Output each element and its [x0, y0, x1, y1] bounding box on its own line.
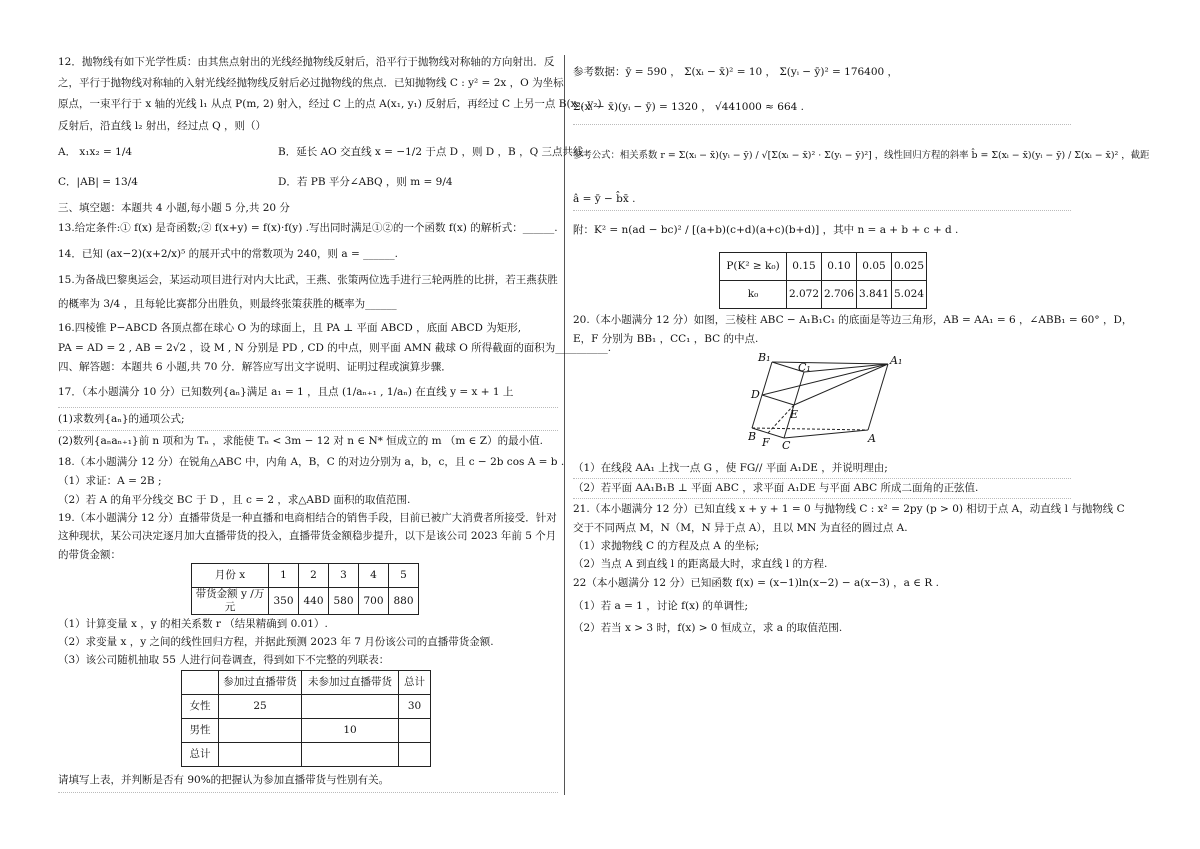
dotted-rule: [58, 430, 558, 431]
q15-line2: 的概率为 3/4 ，且每轮比赛都分出胜负，则最终张策获胜的概率为______: [58, 298, 397, 310]
sales-table-month: 4: [359, 564, 389, 588]
q19-line1: 19.（本小题满分 12 分）直播带货是一种直播和电商相结合的销售手段，目前已被广大消费者所接受．针对: [58, 512, 557, 524]
critical-table-k-header: k₀: [720, 281, 787, 309]
q19-part2: （2）求变量 x ，y 之间的线性回归方程，并据此预测 2023 年 7 月份该公司的直播带货金额.: [58, 636, 494, 648]
q19-line3: 的带货金额：: [58, 549, 121, 561]
q12-option-c: C．|AB| = 13/4: [58, 176, 138, 188]
contingency-cell: 总计: [182, 743, 219, 767]
dotted-rule: [573, 498, 1071, 499]
edge-a1-a: [868, 364, 888, 430]
critical-table-p: 0.05: [857, 253, 892, 281]
contingency-cell: 30: [399, 695, 431, 719]
q12-line1: 12．抛物线有如下光学性质：由其焦点射出的光线经抛物线反射后，沿平行于抛物线对称轴的方向射出．反: [58, 56, 555, 68]
section-4-heading: 四、解答题：本题共 6 小题,共 70 分．解答应写出文字说明、证明过程或演算步骤．: [58, 361, 452, 373]
sales-table-amount: 700: [359, 588, 389, 615]
critical-value-table: [719, 252, 927, 309]
dotted-rule: [58, 407, 558, 408]
sales-table-month: 2: [299, 564, 329, 588]
q12-line3: 原点，一束平行于 x 轴的光线 l₁ 从点 P(m, 2) 射入，经过 C 上的点 A(x₁, y₁) 反射后，再经过 C 上另一点 B(x₂, y₂): [58, 98, 602, 110]
label-f: F: [762, 436, 770, 449]
q22-part1: （1）若 a = 1 ，讨论 f(x) 的单调性;: [573, 600, 748, 612]
column-divider: [564, 55, 565, 795]
label-d: D: [751, 388, 760, 401]
contingency-cell: 女性: [182, 695, 219, 719]
q22-line1: 22（本小题满分 12 分）已知函数 f(x) = (x−1)ln(x−2) − a(x−3) ，a ∈ R .: [573, 577, 939, 589]
q21-part1: （1）求抛物线 C 的方程及点 A 的坐标;: [573, 540, 760, 552]
sales-table-amount: 350: [269, 588, 299, 615]
q12-option-a: A． x₁x₂ = 1/4: [58, 146, 133, 158]
contingency-cell: [302, 695, 399, 719]
sales-table-month: 3: [329, 564, 359, 588]
sales-table-month: 1: [269, 564, 299, 588]
contingency-header: 参加过直播带货: [219, 671, 302, 695]
q20-line1: 20.（本小题满分 12 分）如图，三棱柱 ABC − A₁B₁C₁ 的底面是等边三角形，AB = AA₁ = 6 ，∠ABB₁ = 60° ，D，: [573, 314, 1133, 326]
q21-line1: 21.（本小题满分 12 分）已知直线 x + y + 1 = 0 与抛物线 C : x² = 2py (p > 0) 相切于点 A，动直线 l 与抛物线 C: [573, 503, 1125, 515]
q21-part2: （2）当点 A 到直线 l 的距离最大时，求直线 l 的方程.: [573, 558, 828, 570]
contingency-header: 未参加过直播带货: [302, 671, 399, 695]
critical-table-p: 0.10: [822, 253, 857, 281]
critical-table-k: 2.072: [787, 281, 822, 309]
critical-table-k: 2.706: [822, 281, 857, 309]
q12-line4: 反射后，沿直线 l₂ 射出，经过点 Q ，则（）: [58, 120, 267, 132]
edge-c-a: [784, 430, 868, 438]
q19-part3: （3）该公司随机抽取 55 人进行问卷调查，得到如下不完整的列联表：: [58, 654, 390, 666]
q18-part2: （2）若 A 的角平分线交 BC 于 D ，且 c = 2 ，求△ABD 面积的取值范围.: [58, 494, 411, 506]
q12-option-b: B．延长 AO 交直线 x = −1/2 于点 D ，则 D ，B ，Q 三点共线: [278, 146, 584, 158]
q20-part2: （2）若平面 AA₁B₁B ⊥ 平面 ABC ，求平面 A₁DE 与平面 ABC 所成二面角的正弦值.: [573, 482, 979, 494]
sales-table: [191, 563, 419, 615]
q19-line2: 这种现状，某公司决定逐月加大直播带货的投入，直播带货金额稳步提升，以下是该公司 2023 年前 5 个月: [58, 530, 557, 542]
q18-line1: 18.（本小题满分 12 分）在锐角△ABC 中，内角 A，B，C 的对边分别为 a，b，c，且 c − 2b cos A = b .: [58, 456, 565, 468]
contingency-cell: 25: [219, 695, 302, 719]
q17-part1: (1)求数列{aₙ}的通项公式;: [58, 413, 185, 425]
reference-data-line2: Σ(xᵢ − x̄)(yᵢ − ȳ) = 1320 ， √441000 ≈ 664 .: [573, 101, 805, 113]
critical-table-p: 0.15: [787, 253, 822, 281]
sales-table-amount-header: 带货金额 y /万元: [192, 588, 269, 615]
dotted-rule: [58, 792, 558, 793]
critical-table-p: 0.025: [892, 253, 927, 281]
section-3-heading: 三、填空题：本题共 4 小题,每小题 5 分,共 20 分: [58, 202, 290, 214]
q16-line2: PA = AD = 2 , AB = 2√2 ，设 M , N 分别是 PD , CD 的中点，则平面 AMN 截球 O 所得截面的面积为__________.: [58, 342, 612, 354]
contingency-table: [181, 670, 431, 767]
sales-table-amount: 440: [299, 588, 329, 615]
reference-data-line1: 参考数据：ȳ = 590 ， Σ(xᵢ − x̄)² = 10 ， Σ(yᵢ − ȳ)² = 176400 ，: [573, 66, 899, 78]
reference-formula-line1: 参考公式：相关系数 r = Σ(xᵢ − x̄)(yᵢ − ȳ) / √[Σ(xᵢ − x̄)² · Σ(yᵢ − ȳ)²] ，线性回归方程的斜率 b̂ = Σ(xᵢ − x̄)(yᵢ − ȳ) / Σ(xᵢ − x̄)² ，截距: [573, 150, 1150, 161]
contingency-cell: 10: [302, 719, 399, 743]
edge-b-a-hidden: [752, 428, 868, 430]
q13: 13.给定条件:① f(x) 是奇函数;② f(x+y) = f(x)·f(y) .写出同时满足①②的一个函数 f(x) 的解析式：______.: [58, 222, 558, 234]
edge-d-e: [762, 395, 794, 405]
q12-option-d: D．若 PB 平分∠ABQ ，则 m = 9/4: [278, 176, 453, 188]
contingency-cell: [399, 719, 431, 743]
q12-line2: 之，平行于抛物线对称轴的入射光线经抛物线反射后必过抛物线的焦点．已知抛物线 C : y² = 2x ，O 为坐标: [58, 77, 564, 89]
q22-part2: （2）若当 x > 3 时，f(x) > 0 恒成立，求 a 的取值范围.: [573, 622, 843, 634]
q20-part1: （1）在线段 AA₁ 上找一点 G ，使 FG// 平面 A₁DE ，并说明理由;: [573, 462, 888, 474]
critical-table-k: 5.024: [892, 281, 927, 309]
contingency-cell: [219, 743, 302, 767]
contingency-cell: [399, 743, 431, 767]
q20-line2: E，F 分别为 BB₁ ，CC₁ ，BC 的中点.: [573, 333, 759, 345]
label-a1: A₁: [890, 354, 903, 367]
edge-d-a1: [762, 364, 888, 395]
label-e: E: [790, 408, 799, 421]
reference-formula-line2: â = ȳ − b̂x̄ .: [573, 193, 636, 205]
contingency-cell: [302, 743, 399, 767]
q16-line1: 16.四棱锥 P−ABCD 各顶点都在球心 O 为的球面上，且 PA ⊥ 平面 ABCD ，底面 ABCD 为矩形,: [58, 322, 522, 334]
q17-line1: 17．（本小题满分 10 分）已知数列{aₙ}满足 a₁ = 1 ，且点 (1/aₙ₊₁ , 1/aₙ) 在直线 y = x + 1 上: [58, 386, 514, 398]
q14: 14．已知 (ax−2)(x+2/x)⁵ 的展开式中的常数项为 240，则 a = ______.: [58, 248, 398, 260]
q15-line1: 15.为备战巴黎奥运会，某运动项目进行对内大比武，王燕、张策两位选手进行三轮两胜的比拼，若王燕获胜: [58, 274, 558, 286]
contingency-header-blank: [182, 671, 219, 695]
sales-table-month-header: 月份 x: [192, 564, 269, 588]
critical-table-k: 3.841: [857, 281, 892, 309]
q17-part2: (2)数列{aₙaₙ₊₁}前 n 项和为 Tₙ ，求能使 Tₙ < 3m − 12 对 n ∈ N* 恒成立的 m （m ∈ Z）的最小值.: [58, 435, 543, 447]
contingency-cell: [219, 719, 302, 743]
contingency-header: 总计: [399, 671, 431, 695]
q21-line2: 交于不同两点 M，N（M，N 异于点 A），且以 MN 为直径的圆过点 A.: [573, 522, 908, 534]
critical-table-p-header: P(K² ≥ k₀): [720, 253, 787, 281]
label-b1: B₁: [758, 351, 771, 364]
label-b: B: [748, 430, 757, 443]
edge-c1-a1: [804, 364, 888, 372]
dotted-rule: [573, 478, 1071, 479]
contingency-cell: 男性: [182, 719, 219, 743]
q19-tail: 请填写上表，并判断是否有 90%的把握认为参加直播带货与性别有关。: [58, 774, 390, 786]
sales-table-amount: 580: [329, 588, 359, 615]
q19-part1: （1）计算变量 x ，y 的相关系数 r （结果精确到 0.01）.: [58, 618, 328, 630]
label-a: A: [868, 432, 876, 445]
edge-b1-a1: [772, 362, 888, 364]
sales-table-month: 5: [389, 564, 419, 588]
sales-table-amount: 880: [389, 588, 419, 615]
label-c: C: [782, 439, 791, 450]
chi-square-formula: 附：K² = n(ad − bc)² / [(a+b)(c+d)(a+c)(b+d)] ，其中 n = a + b + c + d .: [573, 224, 959, 236]
prism-figure: [748, 350, 908, 450]
dotted-rule: [573, 124, 1071, 125]
dotted-rule: [573, 210, 1071, 211]
label-c1: C₁: [798, 361, 811, 374]
q18-part1: （1）求证：A = 2B ;: [58, 475, 162, 487]
